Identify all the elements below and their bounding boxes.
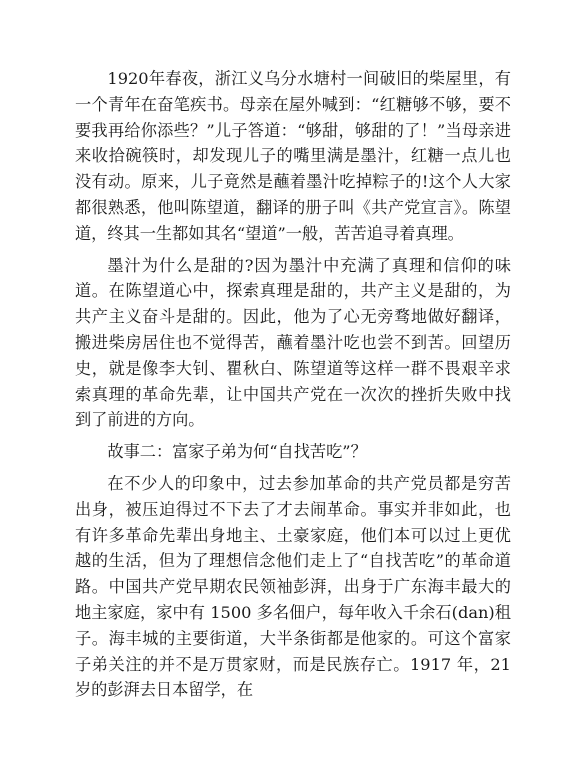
- document-body: [75, 66, 511, 703]
- paragraph-peng-pai-story: 在不少人的印象中，过去参加革命的共产党员都是穷苦出身，被压迫得过不下去了才去闹革命。事实并非如此，也有许多革命先辈出身地主、土豪家庭，他们本可以过上更优越的生活，但为了理想信念他们走上了“自找苦吃”的革命道路。中国共产党早期农民领袖彭湃，出身于广东海丰最大的地主家庭，家中有 1500 多名佃户，每年收入千余石(dan)租子。海丰城的主要街道，大半条街都是他家的。可这个富家子弟关注的并不是万贯家财，而是民族存亡。1917 年，21 岁的彭湃去日本留学，在: [75, 473, 511, 700]
- paragraph-ink-sweetness: 墨汁为什么是甜的?因为墨汁中充满了真理和信仰的味道。在陈望道心中，探索真理是甜的，共产主义是甜的，为共产主义奋斗是甜的。因此，他为了心无旁骛地做好翻译，搬进柴房居住也不觉得苦，蘸着墨汁吃也尝不到苦。回望历史，就是像李大钊、瞿秋白、陈望道等这样一群不畏艰辛求索真理的革命先辈，让中国共产党在一次次的挫折失败中找到了前进的方向。: [75, 255, 511, 430]
- paragraph-chen-wangdao-story: 1920年春夜，浙江义乌分水塘村一间破旧的柴屋里，有一个青年在奋笔疾书。母亲在屋外喊到：“红糖够不够，要不要我再给你添些？”儿子答道：“够甜，够甜的了！”当母亲进来收拾碗筷时，却发现儿子的嘴里满是墨汁，红糖一点儿也没有动。原来，儿子竟然是蘸着墨汁吃掉粽子的!这个人大家都很熟悉，他叫陈望道，翻译的册子叫《共产党宣言》。陈望道，终其一生都如其名“望道”一般，苦苦追寻着真理。: [75, 69, 511, 243]
- story-two-heading: 故事二：富家子弟为何“自找苦吃”？: [107, 442, 367, 462]
